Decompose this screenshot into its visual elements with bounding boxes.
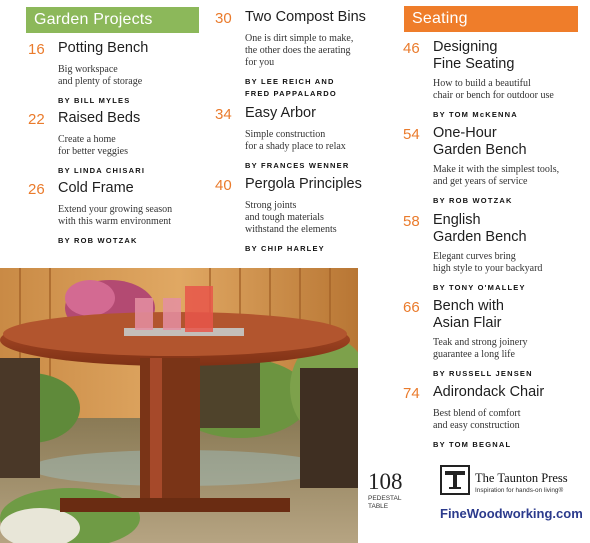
article-title[interactable]: Designing Fine Seating bbox=[433, 39, 515, 72]
article-easy-arbor[interactable] bbox=[215, 105, 400, 172]
article-byline: BY FRANCES WENNER bbox=[245, 161, 350, 170]
publisher-tagline: Inspiration for hands-on living® bbox=[475, 487, 564, 494]
article-two-compost-bins[interactable] bbox=[215, 9, 400, 100]
article-description: How to build a beautiful chair or bench for outdoor use bbox=[433, 78, 554, 101]
article-byline: BY LEE REICH AND FRED PAPPALARDO bbox=[245, 77, 337, 98]
article-title[interactable]: Adirondack Chair bbox=[433, 384, 545, 400]
photo-caption[interactable] bbox=[368, 470, 428, 511]
page-number: 66 bbox=[403, 299, 420, 316]
page-number: 58 bbox=[403, 213, 420, 230]
article-potting-bench[interactable] bbox=[28, 40, 208, 107]
article-title[interactable]: Cold Frame bbox=[58, 180, 134, 196]
article-description: Teak and strong joinery guarantee a long life bbox=[433, 337, 528, 360]
article-byline: BY TONY O'MALLEY bbox=[433, 283, 526, 292]
article-description: Best blend of comfort and easy construction bbox=[433, 408, 521, 431]
article-description: Big workspace and plenty of storage bbox=[58, 64, 143, 87]
article-adirondack-chair[interactable] bbox=[403, 384, 588, 451]
article-title[interactable]: Raised Beds bbox=[58, 110, 141, 126]
publisher-logo[interactable] bbox=[440, 465, 588, 505]
article-byline: BY LINDA CHISARI bbox=[58, 166, 146, 175]
page-number: 16 bbox=[28, 41, 45, 58]
article-byline: BY ROB WOTZAK bbox=[58, 236, 138, 245]
page-number: 34 bbox=[215, 106, 232, 123]
page-number: 40 bbox=[215, 177, 232, 194]
article-description: Extend your growing season with this warm environment bbox=[58, 204, 173, 227]
article-byline: BY RUSSELL JENSEN bbox=[433, 369, 533, 378]
photo-caption-page: 108 bbox=[368, 469, 403, 494]
section-header-seating: Seating bbox=[404, 6, 578, 32]
article-description: Elegant curves bring high style to your backyard bbox=[433, 251, 543, 274]
article-description: Make it with the simplest tools, and get years of service bbox=[433, 164, 560, 187]
taunton-press-logo-icon bbox=[440, 465, 470, 495]
pedestal-table-photo bbox=[0, 268, 358, 543]
article-cold-frame[interactable] bbox=[28, 180, 208, 247]
article-bench-with-asian-flair[interactable] bbox=[403, 298, 588, 380]
article-byline: BY ROB WOTZAK bbox=[433, 196, 513, 205]
article-title[interactable]: One-Hour Garden Bench bbox=[433, 125, 527, 158]
article-byline: BY CHIP HARLEY bbox=[245, 244, 325, 253]
article-pergola-principles[interactable] bbox=[215, 176, 400, 255]
article-one-hour-garden-bench[interactable] bbox=[403, 125, 588, 207]
page-number: 26 bbox=[28, 181, 45, 198]
section-header-garden-projects: Garden Projects bbox=[26, 7, 199, 33]
article-title[interactable]: Potting Bench bbox=[58, 40, 149, 56]
article-title[interactable]: Two Compost Bins bbox=[245, 9, 366, 25]
article-english-garden-bench[interactable] bbox=[403, 212, 588, 294]
article-raised-beds[interactable] bbox=[28, 110, 208, 177]
page-number: 30 bbox=[215, 10, 232, 27]
article-description: One is dirt simple to make, the other does the aerating for you bbox=[245, 33, 354, 68]
article-title[interactable]: Easy Arbor bbox=[245, 105, 316, 121]
article-description: Create a home for better veggies bbox=[58, 134, 128, 157]
article-title[interactable]: English Garden Bench bbox=[433, 212, 527, 245]
article-byline: BY BILL MYLES bbox=[58, 96, 131, 105]
website-link[interactable]: FineWoodworking.com bbox=[440, 506, 583, 521]
page-number: 46 bbox=[403, 40, 420, 57]
article-description: Simple construction for a shady place to relax bbox=[245, 129, 346, 152]
page-number: 54 bbox=[403, 126, 420, 143]
article-byline: BY TOM McKENNA bbox=[433, 110, 518, 119]
publisher-name: The Taunton Press bbox=[475, 471, 568, 485]
article-title[interactable]: Pergola Principles bbox=[245, 176, 362, 192]
article-description: Strong joints and tough materials withstand the elements bbox=[245, 200, 337, 235]
article-designing-fine-seating[interactable] bbox=[403, 39, 588, 121]
page-number: 74 bbox=[403, 385, 420, 402]
article-byline: BY TOM BEGNAL bbox=[433, 440, 512, 449]
page-number: 22 bbox=[28, 111, 45, 128]
article-title[interactable]: Bench with Asian Flair bbox=[433, 298, 504, 331]
photo-caption-label: PEDESTAL TABLE bbox=[368, 495, 402, 510]
